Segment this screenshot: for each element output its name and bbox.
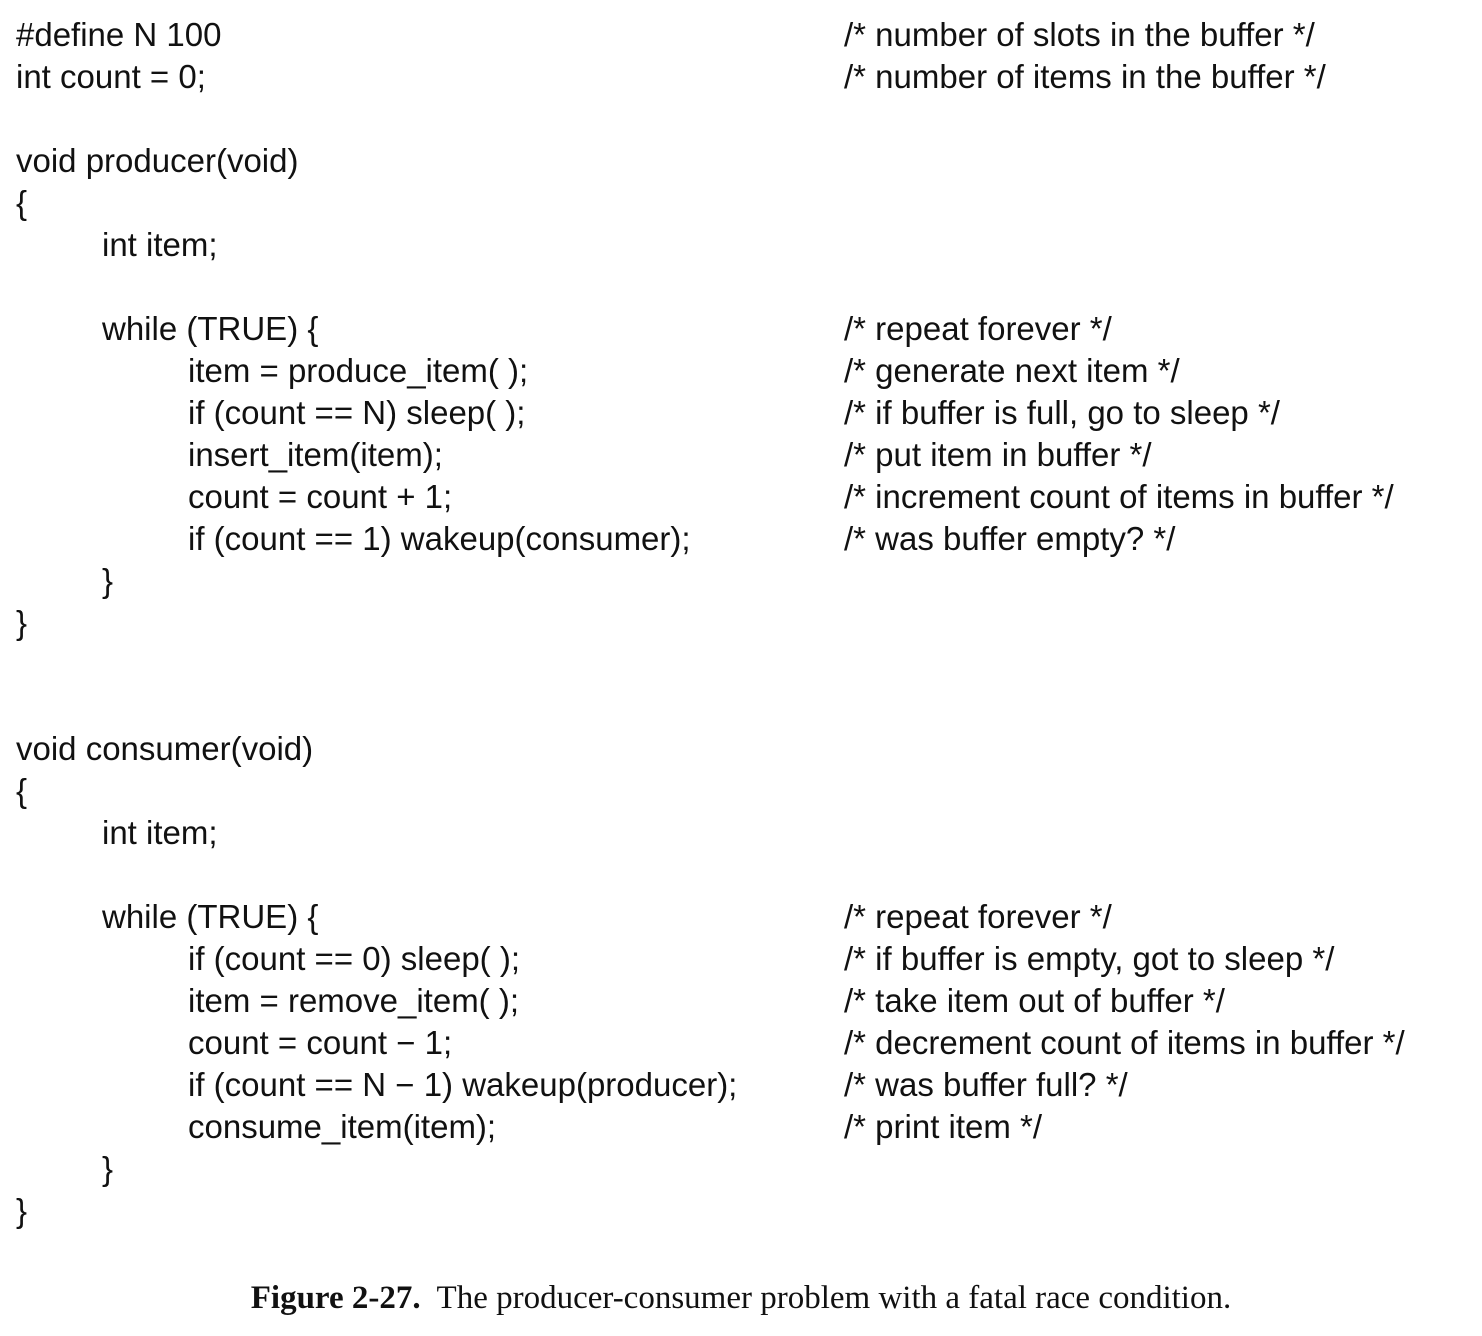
code-comment: /* repeat forever */	[844, 310, 1112, 347]
code-text: count = count + 1;	[188, 478, 453, 515]
code-comment: /* if buffer is empty, got to sleep */	[844, 940, 1335, 977]
code-comment: /* number of slots in the buffer */	[844, 16, 1315, 53]
code-line-open-brace	[16, 770, 1476, 812]
code-text: }	[16, 604, 28, 641]
code-text: }	[102, 1150, 114, 1187]
code-comment: /* if buffer is full, go to sleep */	[844, 394, 1280, 431]
code-text: void producer(void)	[16, 142, 299, 179]
code-text: int count = 0;	[16, 58, 206, 95]
blank-line	[16, 98, 1476, 140]
code-text: if (count == N) sleep( );	[188, 394, 526, 431]
code-text: while (TRUE) {	[102, 310, 319, 347]
code-line-while	[16, 896, 1476, 938]
code-line-consumer-signature	[16, 728, 1476, 770]
code-line-open-brace	[16, 182, 1476, 224]
code-text: }	[16, 1192, 28, 1229]
code-line-wakeup-consumer	[16, 518, 1476, 560]
code-line-increment	[16, 476, 1476, 518]
code-text: item = produce_item( );	[188, 352, 529, 389]
code-line-close-while	[16, 1148, 1476, 1190]
figure-caption	[0, 1280, 1482, 1317]
code-line-item-decl	[16, 224, 1476, 266]
code-line-sleep-if-full	[16, 392, 1476, 434]
code-listing	[16, 14, 1476, 1232]
code-comment: /* print item */	[844, 1108, 1043, 1145]
figure-caption-text: The producer-consumer problem with a fatal race condition.	[436, 1280, 1232, 1316]
code-line-remove-item	[16, 980, 1476, 1022]
code-line-produce-item	[16, 350, 1476, 392]
code-comment: /* decrement count of items in buffer */	[844, 1024, 1405, 1061]
code-text: if (count == 0) sleep( );	[188, 940, 520, 977]
code-comment: /* increment count of items in buffer */	[844, 478, 1394, 515]
code-comment: /* was buffer empty? */	[844, 520, 1176, 557]
code-line-sleep-if-empty	[16, 938, 1476, 980]
code-line-wakeup-producer	[16, 1064, 1476, 1106]
code-text: int item;	[102, 226, 218, 263]
code-text: {	[16, 772, 28, 809]
code-comment: /* number of items in the buffer */	[844, 58, 1326, 95]
code-line-insert-item	[16, 434, 1476, 476]
code-text: int item;	[102, 814, 218, 851]
code-text: while (TRUE) {	[102, 898, 319, 935]
code-comment: /* generate next item */	[844, 352, 1180, 389]
code-comment: /* was buffer full? */	[844, 1066, 1128, 1103]
code-text: if (count == N − 1) wakeup(producer);	[188, 1066, 738, 1103]
code-text: #define N 100	[16, 16, 222, 53]
code-line-close-while	[16, 560, 1476, 602]
blank-line	[16, 686, 1476, 728]
code-text: void consumer(void)	[16, 730, 314, 767]
code-text: insert_item(item);	[188, 436, 443, 473]
code-line-decrement	[16, 1022, 1476, 1064]
code-line-item-decl	[16, 812, 1476, 854]
code-line-count-decl	[16, 56, 1476, 98]
code-text: {	[16, 184, 28, 221]
blank-line	[16, 644, 1476, 686]
code-line-define	[16, 14, 1476, 56]
blank-line	[16, 854, 1476, 896]
code-text: consume_item(item);	[188, 1108, 497, 1145]
figure-caption-label: Figure 2-27.	[250, 1280, 421, 1316]
code-text: }	[102, 562, 114, 599]
code-line-producer-signature	[16, 140, 1476, 182]
code-comment: /* put item in buffer */	[844, 436, 1152, 473]
code-text: count = count − 1;	[188, 1024, 453, 1061]
code-line-while	[16, 308, 1476, 350]
code-line-close-consumer	[16, 1190, 1476, 1232]
code-text: if (count == 1) wakeup(consumer);	[188, 520, 691, 557]
code-text: item = remove_item( );	[188, 982, 519, 1019]
code-line-consume-item	[16, 1106, 1476, 1148]
code-line-close-producer	[16, 602, 1476, 644]
blank-line	[16, 266, 1476, 308]
code-comment: /* repeat forever */	[844, 898, 1112, 935]
code-comment: /* take item out of buffer */	[844, 982, 1225, 1019]
